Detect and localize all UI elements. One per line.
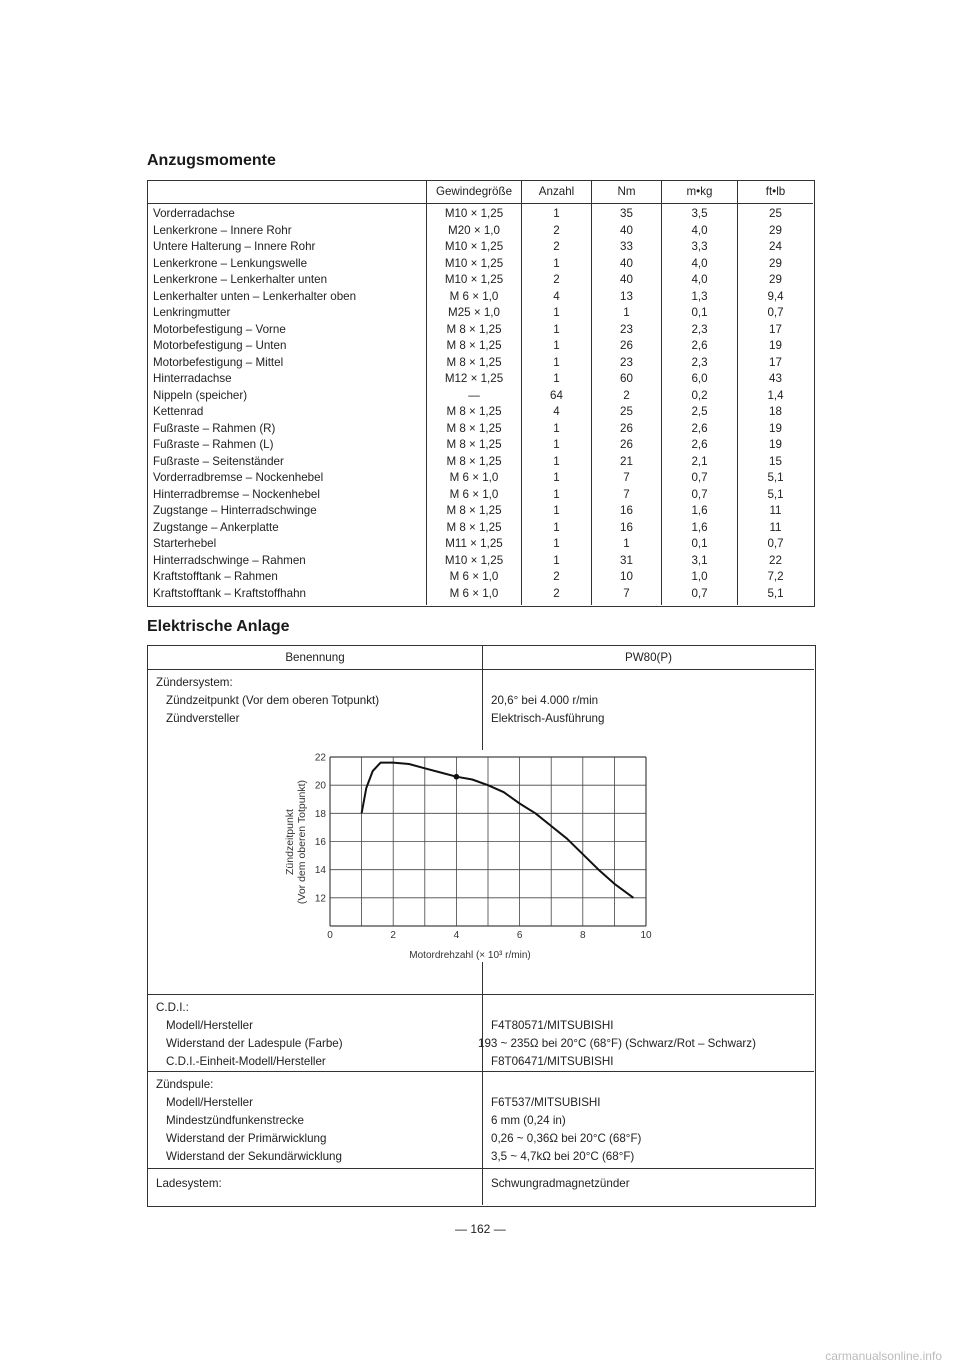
torque-cell-nm: 23	[620, 355, 633, 369]
torque-cell-thread: M 8 × 1,25	[446, 504, 502, 517]
torque-cell-thread: M10 × 1,25	[444, 256, 504, 270]
torque-cell-ftlb: 43	[769, 372, 782, 385]
torque-header-thread: Gewindegröße	[435, 185, 513, 198]
torque-cell-qty: 1	[553, 339, 560, 352]
torque-cell-thread: M 6 × 1,0	[449, 570, 499, 583]
torque-cell-name: Fußraste – Rahmen (L)	[153, 438, 274, 451]
electrical-header-model: PW80(P)	[624, 651, 673, 664]
torque-cell-mkg: 4,0	[691, 223, 708, 237]
torque-cell-nm: 16	[620, 520, 633, 534]
torque-cell-thread: M11 × 1,25	[445, 537, 503, 550]
torque-cell-thread: M 8 × 1,25	[446, 421, 502, 435]
coil-spark-gap-value: 6 mm (0,24 in)	[491, 1114, 566, 1127]
torque-cell-name: Motorbefestigung – Unten	[153, 339, 287, 352]
torque-cell-mkg: 0,1	[691, 306, 708, 319]
cdi-unit-value: F8T06471/MITSUBISHI	[491, 1055, 614, 1068]
torque-cell-name: Kettenrad	[153, 405, 204, 418]
chart-ticks	[315, 753, 652, 942]
torque-cell-nm: 13	[620, 289, 633, 303]
torque-cell-name: Zugstange – Ankerplatte	[153, 520, 279, 534]
torque-cell-mkg: 1,6	[691, 520, 708, 534]
torque-cell-thread: M 6 × 1,0	[449, 471, 499, 484]
torque-cell-name: Lenkringmutter	[153, 306, 231, 319]
torque-cell-qty: 1	[553, 256, 560, 270]
torque-cell-mkg: 3,5	[691, 207, 708, 220]
torque-cell-ftlb: 9,4	[767, 289, 784, 303]
torque-cell-qty: 4	[553, 289, 560, 303]
torque-cell-name: Lenkerhalter unten – Lenkerhalter oben	[153, 289, 357, 303]
chart-series	[362, 763, 634, 898]
x-tick-label: 8	[580, 930, 586, 941]
torque-cell-thread: M 8 × 1,25	[446, 454, 502, 468]
torque-cell-nm: 23	[620, 322, 633, 336]
torque-cell-thread: M 6 × 1,0	[449, 487, 499, 501]
torque-cell-thread: M20 × 1,0	[448, 223, 500, 237]
torque-cell-ftlb: 29	[769, 273, 782, 286]
torque-cell-qty: 1	[553, 471, 560, 484]
torque-cell-qty: 1	[553, 438, 560, 451]
y-tick-label: 20	[314, 780, 326, 792]
torque-cell-nm: 1	[623, 537, 630, 550]
torque-cell-nm: 16	[620, 504, 633, 517]
torque-cell-name: Kraftstofftank – Rahmen	[153, 570, 278, 583]
torque-cell-mkg: 4,0	[691, 256, 708, 270]
torque-cell-mkg: 2,6	[691, 438, 708, 451]
coil-primary-value: 0,26 ~ 0,36Ω bei 20°C (68°F)	[491, 1132, 642, 1145]
torque-cell-mkg: 6,0	[691, 372, 708, 385]
torque-cell-nm: 40	[620, 256, 633, 270]
torque-cell-mkg: 1,6	[691, 504, 708, 517]
ignition-advancer-value: Elektrisch-Ausführung	[491, 712, 605, 725]
coil-secondary-value: 3,5 ~ 4,7kΩ bei 20°C (68°F)	[491, 1150, 635, 1163]
torque-cell-nm: 35	[620, 207, 633, 220]
torque-cell-nm: 31	[620, 553, 633, 567]
torque-cell-mkg: 0,7	[691, 586, 708, 600]
torque-cell-nm: 26	[620, 438, 633, 451]
torque-cell-ftlb: 5,1	[767, 487, 784, 501]
torque-cell-ftlb: 22	[769, 553, 782, 567]
torque-cell-mkg: 2,3	[691, 355, 708, 369]
charging-label: Ladesystem:	[156, 1177, 222, 1190]
torque-cell-ftlb: 24	[769, 240, 782, 253]
torque-cell-nm: 2	[623, 388, 630, 402]
x-tick-label: 2	[390, 930, 396, 941]
chart-x-label: Motordrehzahl (× 10³ r/min)	[409, 950, 531, 961]
torque-cell-name: Motorbefestigung – Mittel	[153, 355, 284, 369]
torque-cell-nm: 33	[620, 240, 633, 253]
torque-cell-nm: 1	[623, 306, 630, 319]
electrical-section-title: Elektrische Anlage	[147, 618, 290, 635]
torque-cell-ftlb: 19	[769, 438, 782, 451]
torque-cell-ftlb: 1,4	[767, 388, 784, 402]
torque-cell-name: Hinterradschwinge – Rahmen	[153, 553, 306, 567]
cdi-coil-resistance-label: Widerstand der Ladespule (Farbe)	[166, 1037, 343, 1050]
torque-cell-qty: 1	[553, 372, 560, 385]
torque-cell-nm: 7	[623, 487, 630, 501]
torque-cell-ftlb: 7,2	[767, 570, 784, 583]
torque-cell-thread: M 6 × 1,0	[449, 289, 499, 303]
torque-cell-mkg: 3,1	[691, 553, 708, 567]
torque-cell-nm: 25	[620, 405, 633, 418]
torque-cell-ftlb: 5,1	[767, 586, 784, 600]
x-tick-label: 4	[453, 930, 460, 941]
torque-cell-ftlb: 17	[769, 322, 782, 336]
coil-primary-label: Widerstand der Primärwicklung	[166, 1132, 327, 1145]
torque-cell-thread: M 6 × 1,0	[449, 586, 499, 600]
torque-cell-name: Motorbefestigung – Vorne	[153, 322, 286, 336]
torque-cell-ftlb: 25	[769, 207, 782, 220]
torque-cell-qty: 2	[553, 223, 560, 237]
chart-y-label: Zündzeitpunkt(Vor dem oberen Totpunkt)	[284, 779, 308, 905]
torque-header-nm: Nm	[617, 185, 636, 198]
cdi-coil-resistance-value: 193 ~ 235Ω bei 20°C (68°F) (Schwarz/Rot – Schwarz)	[478, 1037, 756, 1050]
torque-cell-qty: 1	[553, 306, 560, 319]
y-tick-label: 14	[314, 865, 326, 877]
torque-cell-qty: 1	[553, 537, 560, 550]
torque-cell-ftlb: 11	[769, 504, 782, 517]
torque-header-mkg: m•kg	[686, 185, 713, 198]
ignition-timing-label: Zündzeitpunkt (Vor dem oberen Totpunkt)	[166, 694, 380, 707]
torque-cell-name: Starterhebel	[153, 537, 217, 550]
torque-cell-mkg: 2,3	[691, 322, 708, 336]
timing-curve	[362, 763, 634, 898]
torque-section-title: Anzugsmomente	[147, 152, 276, 169]
torque-cell-nm: 26	[620, 421, 633, 435]
torque-cell-qty: 2	[553, 273, 560, 286]
electrical-header-name: Benennung	[285, 651, 345, 664]
torque-cell-nm: 40	[620, 223, 633, 237]
chart-grid	[330, 757, 646, 926]
torque-cell-name: Nippeln (speicher)	[153, 388, 248, 402]
x-tick-label: 0	[327, 930, 333, 941]
torque-cell-name: Zugstange – Hinterradschwinge	[153, 504, 317, 517]
torque-cell-qty: 1	[553, 520, 560, 534]
torque-cell-thread: M25 × 1,0	[448, 306, 500, 319]
torque-cell-name: Fußraste – Rahmen (R)	[153, 421, 276, 435]
torque-cell-ftlb: 15	[769, 454, 782, 468]
cdi-heading: C.D.I.:	[156, 1001, 189, 1014]
torque-cell-name: Hinterradbremse – Nockenhebel	[153, 487, 320, 501]
torque-cell-mkg: 0,2	[691, 388, 708, 402]
torque-header-ftlb: ft•lb	[765, 185, 786, 198]
coil-spark-gap-label: Mindestzündfunkenstrecke	[166, 1114, 304, 1127]
torque-header-qty: Anzahl	[538, 185, 575, 198]
torque-cell-name: Lenkerkrone – Lenkungswelle	[153, 256, 308, 270]
torque-cell-ftlb: 19	[769, 421, 782, 435]
torque-cell-nm: 21	[620, 454, 633, 468]
x-tick-label: 10	[640, 930, 652, 941]
torque-cell-nm: 10	[620, 570, 633, 583]
torque-cell-name: Lenkerkrone – Lenkerhalter unten	[153, 273, 328, 286]
torque-cell-ftlb: 18	[769, 405, 782, 418]
torque-cell-qty: 1	[553, 207, 560, 220]
y-tick-label: 22	[314, 752, 326, 764]
y-tick-label: 12	[314, 893, 326, 905]
torque-cell-ftlb: 5,1	[767, 471, 784, 484]
torque-cell-thread: M 8 × 1,25	[446, 438, 502, 451]
torque-cell-qty: 2	[553, 240, 560, 253]
torque-cell-nm: 26	[620, 339, 633, 352]
y-tick-label: 16	[314, 837, 326, 848]
torque-cell-thread: M10 × 1,25	[444, 553, 504, 567]
torque-cell-qty: 1	[553, 504, 560, 517]
torque-cell-thread: M10 × 1,25	[444, 240, 504, 253]
torque-cell-mkg: 3,3	[691, 240, 708, 253]
torque-cell-qty: 1	[553, 487, 560, 501]
torque-cell-mkg: 2,1	[691, 454, 708, 468]
torque-cell-thread: M 8 × 1,25	[446, 322, 502, 336]
torque-cell-mkg: 2,6	[691, 339, 708, 352]
torque-cell-qty: 1	[553, 553, 560, 567]
cdi-model-label: Modell/Hersteller	[166, 1019, 253, 1032]
torque-cell-mkg: 1,0	[691, 570, 708, 583]
torque-cell-ftlb: 19	[769, 339, 782, 352]
torque-cell-name: Vorderradbremse – Nockenhebel	[153, 471, 324, 484]
torque-cell-thread: M 8 × 1,25	[446, 520, 502, 534]
coil-model-value: F6T537/MITSUBISHI	[491, 1096, 601, 1109]
torque-cell-thread: M 8 × 1,25	[446, 405, 502, 418]
torque-cell-mkg: 0,7	[691, 487, 708, 501]
torque-cell-name: Untere Halterung – Innere Rohr	[153, 240, 316, 253]
cdi-unit-label: C.D.I.-Einheit-Modell/Hersteller	[166, 1055, 326, 1068]
torque-cell-qty: 1	[553, 454, 560, 468]
torque-cell-nm: 60	[620, 372, 633, 385]
torque-cell-ftlb: 0,7	[767, 537, 784, 550]
torque-cell-qty: 2	[553, 586, 560, 600]
footer-watermark: carmanualsonline.info	[825, 1349, 942, 1363]
torque-cell-ftlb: 29	[769, 223, 782, 237]
torque-cell-thread: —	[468, 388, 480, 402]
curve-marker	[454, 774, 460, 780]
ignition-timing-value: 20,6° bei 4.000 r/min	[491, 694, 599, 707]
torque-cell-mkg: 1,3	[691, 289, 708, 303]
torque-cell-ftlb: 0,7	[767, 306, 784, 319]
torque-cell-thread: M 8 × 1,25	[446, 339, 502, 352]
charging-value: Schwungradmagnetzünder	[491, 1177, 630, 1190]
torque-cell-qty: 1	[553, 355, 560, 369]
page-number: — 162 —	[455, 1222, 506, 1236]
x-tick-label: 6	[516, 930, 523, 941]
torque-cell-name: Kraftstofftank – Kraftstoffhahn	[153, 586, 306, 600]
torque-cell-qty: 1	[553, 421, 560, 435]
torque-cell-nm: 7	[623, 471, 630, 484]
torque-cell-name: Hinterradachse	[153, 372, 232, 385]
torque-cell-thread: M10 × 1,25	[444, 207, 504, 220]
coil-heading: Zündspule:	[156, 1078, 214, 1091]
torque-cell-mkg: 0,1	[691, 537, 708, 550]
coil-secondary-label: Widerstand der Sekundärwicklung	[166, 1150, 342, 1163]
torque-cell-mkg: 2,6	[691, 421, 708, 435]
torque-cell-nm: 7	[623, 586, 630, 600]
coil-model-label: Modell/Hersteller	[166, 1096, 253, 1109]
torque-cell-name: Vorderradachse	[153, 207, 235, 220]
torque-cell-nm: 40	[620, 273, 633, 286]
torque-cell-qty: 2	[553, 570, 560, 583]
torque-cell-name: Lenkerkrone – Innere Rohr	[153, 223, 292, 237]
torque-cell-qty: 64	[550, 388, 563, 402]
torque-cell-mkg: 2,5	[691, 405, 708, 418]
torque-cell-mkg: 0,7	[691, 471, 708, 484]
torque-cell-ftlb: 29	[769, 256, 782, 270]
y-tick-label: 18	[314, 808, 326, 820]
torque-cell-mkg: 4,0	[691, 273, 708, 286]
torque-cell-thread: M 8 × 1,25	[446, 355, 502, 369]
torque-cell-qty: 1	[553, 322, 560, 336]
ignition-advancer-label: Zündversteller	[166, 712, 240, 725]
torque-cell-qty: 4	[553, 405, 560, 418]
cdi-model-value: F4T80571/MITSUBISHI	[491, 1019, 614, 1032]
ignition-heading: Zündersystem:	[156, 676, 233, 689]
torque-cell-thread: M10 × 1,25	[444, 273, 504, 286]
torque-cell-name: Fußraste – Seitenständer	[153, 454, 284, 468]
torque-cell-thread: M12 × 1,25	[444, 372, 504, 385]
torque-cell-ftlb: 11	[769, 520, 782, 534]
torque-cell-ftlb: 17	[769, 355, 782, 369]
